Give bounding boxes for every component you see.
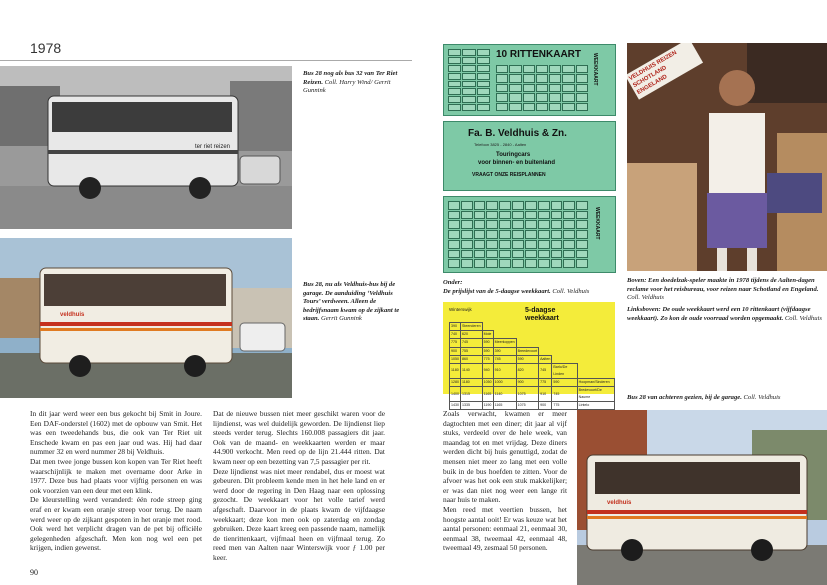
table-cell: Barlo/De Linden [552,363,577,378]
caption-onder: Onder: De prijslijst van de 5-daagse weekkaart. Coll. Veldhuis [443,279,590,295]
table-cell: 390 [493,347,516,355]
table-cell [539,339,552,347]
table-cell: 910 [539,387,552,402]
table-cell: 1140 [461,363,483,378]
photo-bus-rear [577,410,827,585]
table-cell: 775 [552,402,577,410]
ticket-line-1: Touringcars [496,152,531,158]
text-column-2: Dat de nieuwe bussen niet meer geschikt waren voor de lijndienst, was wel duidelijk geworden. De lijndienst liep steeds verder terug. Slechts 160.008 passagiers dit jaar. Ook van de maand- en weekkaarten werden er maar 44.900 verkocht. Men reed op de lijn 21.444 ritten. Dat kwam neer op een bezetting van 7,5 passagier per rit. Deze lijndienst was niet meer rendabel, dus er moest wat gebeuren. Dit probleem kende men in het hele land en er werd door de regering in Den Haag naar een oplossing gezocht. De weekkaart voor het volle tarief werd afgeschaft. Daarvoor in de plaats kwam de vijfdaagse weekkaart; deze kon men ook op zaterdag en zondag gebruiken. Deze kaart kreeg een passende naam, namelijk de tienrittenkaart, vijfmaal heen en vijfmaal terug. Zo reed men van Aalten naar Winterswijk voor ƒ 1.00 per keer. [213,409,385,562]
photo-bus-veldhuis [0,238,292,398]
table-cell: 1400 [450,387,461,402]
table-cell: 775 [450,339,461,347]
table-cell: Steenderen [461,323,483,331]
ticket-weekkaart [443,196,616,273]
table-cell [493,323,516,331]
table-cell [577,331,614,339]
table-row [450,363,615,378]
table-cell: 1430 [450,402,461,410]
caption-achteren: Bus 28 van achteren gezien, bij de garage. Coll. Veldhuis [627,394,781,401]
table-row [450,323,615,331]
table-cell [539,323,552,331]
table-cell: 745 [461,339,483,347]
page-number: 90 [30,568,38,577]
bus-sign: veldhuis [607,500,632,506]
table-cell: Aalten [539,355,552,363]
table-row [450,355,615,363]
table-row [450,387,615,402]
table-cell [552,347,577,355]
table-cell [577,347,614,355]
table-cell: 900 [539,402,552,410]
table-cell: 1075 [516,387,539,402]
table-cell: 1140 [493,387,516,402]
table-cell [516,331,539,339]
bus-sign: veldhuis [60,312,85,318]
table-cell [552,323,577,331]
table-row [450,339,615,347]
table-cell [552,355,577,363]
table-cell: 1180 [461,378,483,386]
table-cell: 1315 [461,387,483,402]
table-cell [539,347,552,355]
table-cell: 775 [482,355,493,363]
table-cell: 745 [539,363,552,378]
table-cell: 775 [539,378,552,386]
table-cell [577,355,614,363]
ticket-rittenkaart [443,44,616,116]
weekkaart-title: 5-daagse weekkaart [525,307,559,322]
table-cell [552,339,577,347]
table-cell: Bredevoort/De Naume [577,387,614,402]
caption-bus-ter-riet: Bus 28 nog als bus 32 van Ter Riet Reizen. Coll. Harry Wind/ Gerrit Gunnink [303,70,398,95]
table-cell [516,323,539,331]
table-cell: 910 [493,363,516,378]
ticket-veldhuis [443,121,616,191]
table-cell [539,331,552,339]
photo-bus-ter-riet [0,66,292,229]
table-cell: 1050 [482,378,493,386]
table-cell: 390 [450,323,461,331]
table-row [450,378,615,386]
company-phone: Telefoon 3825 - 2840 - Aalten [474,142,527,147]
table-cell: 1000 [493,378,516,386]
table-cell: Breedevoort [516,347,539,355]
table-cell [493,331,516,339]
ticket-line-2: voor binnen- en buitenland [478,160,555,166]
table-cell: 745 [552,387,577,402]
table-cell: Hoopman/Sinderen [577,378,614,386]
table-cell: 820 [516,363,539,378]
caption-linksboven: Linksboven: De oude weekkaart werd een 10 rittenkaart (vijfdaagse weekkaart). Zo kon de oude voorraad worden opgemaakt. Coll. Veldhuis [627,306,822,322]
ticket-title: 10 RITTENKAART [496,49,582,60]
bus-sign: ter riet reizen [195,144,231,150]
table-cell: 1050 [450,355,461,363]
table-cell: 745 [493,355,516,363]
table-cell: 1075 [516,402,539,410]
company-name: Fa. B. Veldhuis & Zn. [468,128,567,139]
table-cell: 590 [552,378,577,386]
table-cell [516,339,539,347]
table-cell: 1335 [461,402,483,410]
table-cell [577,363,614,378]
text-column-3: Zoals verwacht, kwamen er meer dagtochten met een diner; dit jaar al vijf stuks, verdeeld over de hele week, van maandag tot en met vrijdag. Deze diners werden dicht bij huis genuttigd, zodat de mensen niet meer zo lang met een volle buik in de bus hoefden te zitten. Voor de afvoer was het ook een stuk makkelijker; er was dan niet nog weer een lange rit naar huis te maken. Men reed met veertien bussen, het hoogste aantal ooit! Er was keuze wat het aantal personen: eenmaal 21, eenmaal 30, eenmaal 38, tweemaal 42, eenmaal 48, tweemaal 49, zesmaal 50 personen. [443,409,567,553]
table-cell: 620 [461,331,483,339]
ticket-line-3: VRAAGT ONZE REISPLANNEN [472,172,546,178]
table-cell: 1180 [450,363,461,378]
table-cell: 590 [482,347,493,355]
table-cell: 590 [482,339,493,347]
table-cell: 860 [461,355,483,363]
table-row [450,331,615,339]
table-cell: 755 [461,347,483,355]
table-cell [577,339,614,347]
table-cell: 1165 [493,402,516,410]
table-cell: 590 [516,355,539,363]
year-heading: 1978 [30,40,62,56]
table-cell: Mole [482,331,493,339]
table-cell: 740 [450,331,461,339]
table-cell: 940 [482,363,493,378]
text-column-1: In dit jaar werd weer een bus gekocht bij Smit in Joure. Een DAF-onderstel (1602) met de opbouw van Smit. Het was een tweedehands bus, die ook van Ter Riet uit Enschede kwam en pas een jaar oud was. Hij had daar nummer 32 en werd nummer 28 bij Veldhuis. Dat men twee jonge bussen kon kopen van Ter Riet heeft waarschijnlijk te maken met overname door Arke in 1977. Deze bus had plaats voor vijftig personen en was ook voorzien van een deur met een klink. De kleurstelling werd veranderd: één rode streep ging eraf en er kwam een oranje streep voor terug. De naam werd weer op de zijkant gespoten in het oranje met rood. Ook werd het verplicht dragen van de pet bij officiële gelegenheden afgeschaft. Men kon nog wel een pet krijgen, indien gewenst. [30,409,202,553]
caption-bus-veldhuis: Bus 28, nu als Veldhuis-bus bij de garage. De aanduiding ‘Veldhuis Tours’ verdween. Alleen de bedrijfsnaam kwam op de zijkant te staan. Gerrit Gunnink [303,281,400,323]
heading-rule [0,60,412,61]
ticket-side-label: WEEKKAART [594,207,600,240]
table-cell [552,331,577,339]
table-cell [482,323,493,331]
table-cell [577,323,614,331]
ticket-side-label: WEEKKAART [592,53,598,86]
table-cell: Meerkoppen [493,339,516,347]
table-cell: Lintelo [577,402,614,410]
table-cell: 900 [516,378,539,386]
table-cell: 900 [450,347,461,355]
table-row [450,347,615,355]
photo-bagpiper [627,43,827,271]
table-cell: 1190 [482,402,493,410]
weekkaart-table [449,322,615,410]
weekkaart-price-list [443,302,615,408]
table-cell: 1165 [482,387,493,402]
caption-boven: Boven: Een doedelzak-speler maakte in 1978 tijdens de Aalten-dagen reclame voor het reisbureau, voor reizen naar Schotland en Engeland. Coll. Veldhuis [627,277,819,302]
table-cell: 1280 [450,378,461,386]
weekkaart-from: Winterswijk [449,307,472,312]
reclame-banner: VELDHUIS REIZEN SCHOTLAND ENGELAND [627,43,703,100]
